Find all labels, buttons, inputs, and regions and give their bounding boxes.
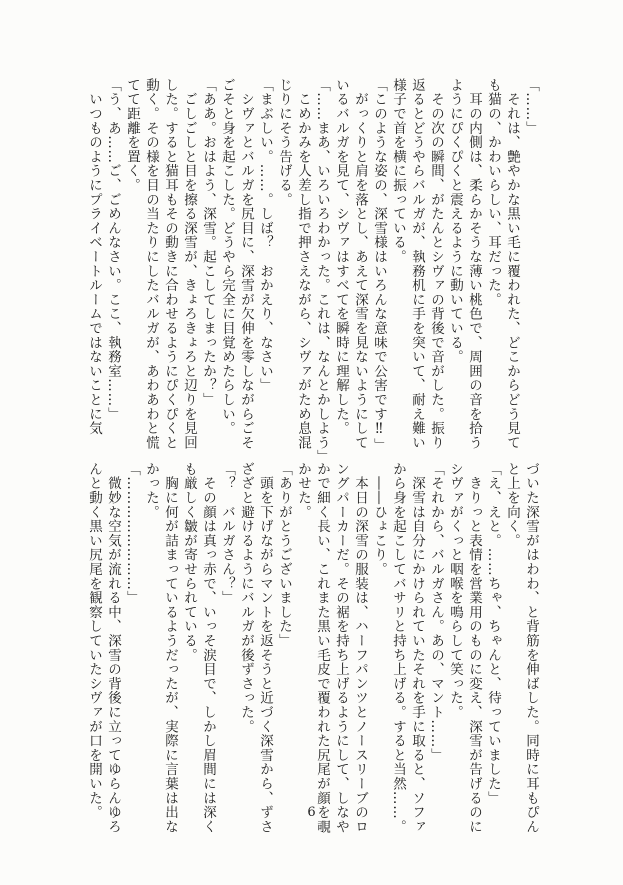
text-line: 「ありがとうございました」 [276, 462, 292, 648]
text-line: 頭を下げながらマントを返そうと近づく深雪から、ずさ [257, 462, 273, 834]
text-line: シヴァがくっと咽喉を鳴らして笑った。 [447, 462, 463, 720]
text-line: 「それから、バルガさん。あの、マント……」 [428, 462, 444, 763]
text-line: きりっと表情を営業用のものに変え、深雪が告げるのに [466, 462, 482, 834]
text-line: かった。 [143, 462, 159, 520]
text-line: ごそと身を起こした。どうやら完全に目覚めたらしい。 [219, 78, 235, 436]
text-line: づいた深雪がはわわ、と背筋を伸ばした。同時に耳もぴん [523, 462, 539, 834]
text-line: 動く。その様を目の当たりにしたバルガが、あわあわと慌 [143, 78, 159, 450]
text-line: 様子で首を横に振っている。 [390, 78, 406, 264]
text-line: ごしごしと目を擦る深雪が、きょろきょろと辺りを見回 [181, 78, 197, 450]
text-line: 「このような姿の、深雪様はいろんな意味で公害です‼」 [371, 78, 387, 453]
text-line: ようにぴくぴくと震えるように動いている。 [447, 78, 463, 364]
page-number: 6 [307, 805, 316, 820]
text-line: かせた。 [295, 462, 311, 520]
text-line: 微妙な空気が流れる中、深雪の背後に立ってゆらんゆろ [105, 462, 121, 834]
text-line: その次の瞬間、がたんとシヴァの背後で音がした。振り [428, 78, 444, 450]
text-line: それは、艶やかな黒い毛に覆われた、どこからどう見て [504, 78, 520, 450]
text-line: シヴァとバルガを尻目に、深雪が欠伸を零しながらごそ [238, 78, 254, 450]
text-line: 「ああ。おはよう、深雪。起こしてしまったか？」 [200, 78, 216, 407]
text-line: 「……」 [523, 78, 539, 136]
text-line: じりにそう告げる。 [276, 78, 292, 207]
text-line: 本日の深雪の服装は、ハーフパンツとノースリーブのロ [352, 462, 368, 834]
text-line: 「え、えと。……ちゃ、ちゃんと、待っていました」 [485, 462, 501, 806]
text-block-lower [84, 462, 540, 838]
text-line: 「……………………」 [124, 462, 140, 605]
text-line: 深雪は自分にかけられていたそれを手に取ると、ソファ [409, 462, 425, 834]
text-line: ――ひょこり。 [371, 462, 387, 577]
text-line: 「まぶしい。……。しば？ おかえり、なさい」 [257, 78, 273, 393]
text-line: その顔は真っ赤で、いっそ涙目で、しかし眉間には深く [200, 462, 216, 834]
text-line: いるバルガを見て、シヴァはすべてを瞬時に理解した。 [333, 78, 349, 436]
text-line: ングパーカーだ。その裾を持ち上げるようにして、しなや [333, 462, 349, 834]
text-line: した。すると猫耳もその動きに合わせるようにぴくぴくと [162, 78, 178, 450]
text-line: 「……まあ、いろいろわかった。これは、なんとかしよう」 [314, 78, 330, 465]
text-line: かで細く長い、これまた黒い毛皮で覆われた尻尾が顔を覗 [314, 462, 330, 834]
text-line: から身を起こしてバサリと持ち上げる。すると当然……。 [390, 462, 406, 834]
text-line: がっくりと肩を落とし、あえて深雪を見ないようにして [352, 78, 368, 450]
text-block-upper [84, 78, 540, 465]
text-line: 胸に何が詰まっているようだったが、実際に言葉は出な [162, 462, 178, 834]
text-line: 「う、あ……ご、ごめんなさい。ここ、執務室……」 [105, 78, 121, 422]
text-line: 耳の内側は、柔らかそうな薄い桃色で、周囲の音を拾う [466, 78, 482, 450]
text-line: んと動く黒い尻尾を観察していたシヴァが口を開いた。 [86, 462, 102, 820]
text-line: こめかみを人差し指で押さえながら、シヴァがため息混 [295, 78, 311, 450]
text-line: てて距離を置く。 [124, 78, 140, 193]
text-line: いつものようにプライベートルームではないことに気 [86, 78, 102, 436]
text-line: も厳しく皺が寄せられている。 [181, 462, 197, 663]
text-line: 「？ バルガさん？」 [219, 462, 235, 605]
text-line: 返るとどうやらバルガが、執務机に手を突いて、耐え難い [409, 78, 425, 450]
text-line: ざざと避けるようにバルガが後ずさった。 [238, 462, 254, 734]
text-line: も猫の、かわいらしい、耳だった。 [485, 78, 501, 307]
text-line: と上を向く。 [504, 462, 520, 548]
